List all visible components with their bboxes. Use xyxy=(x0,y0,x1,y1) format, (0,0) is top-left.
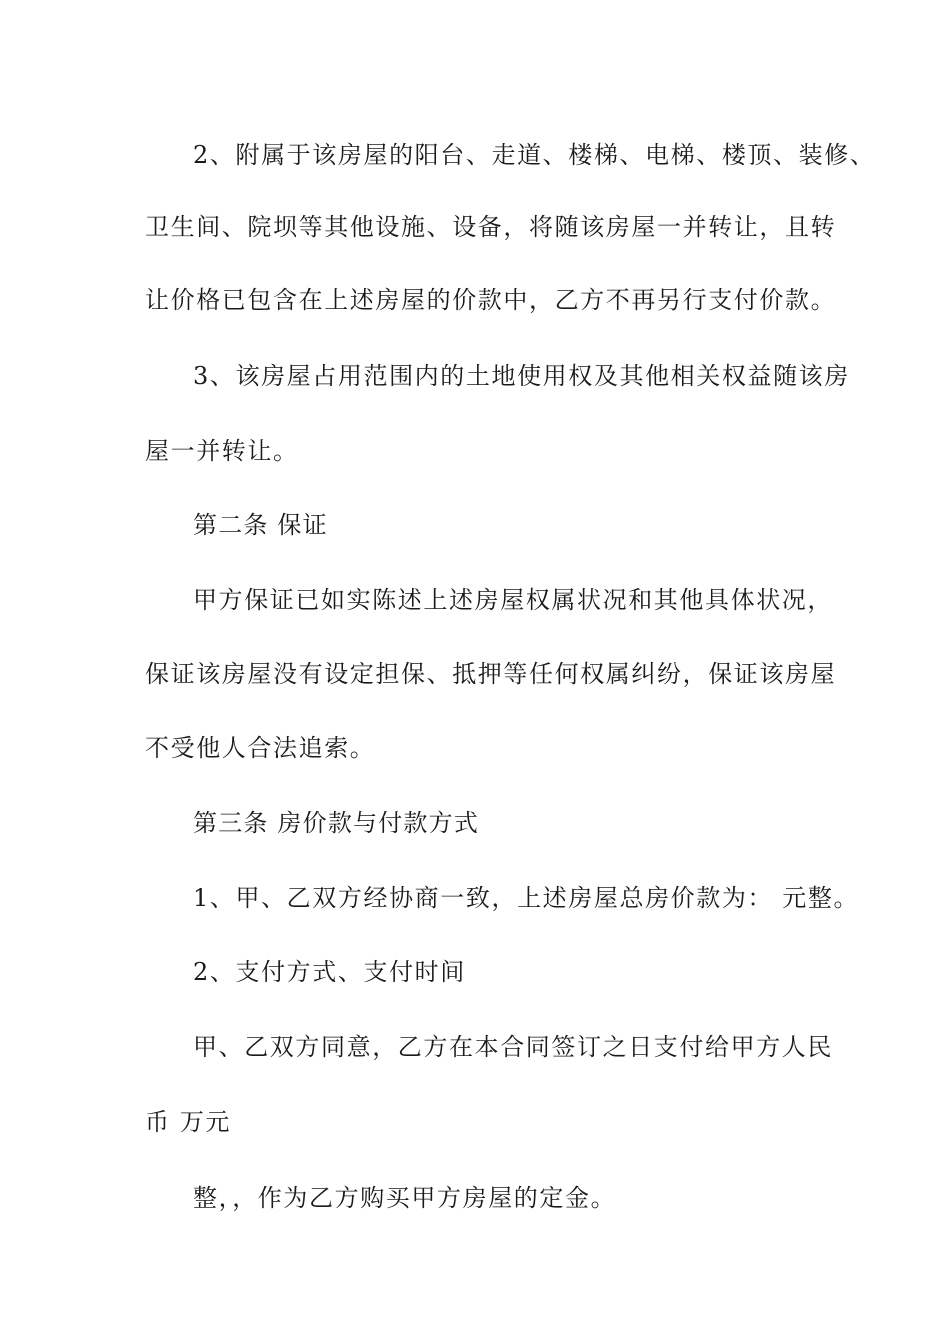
paragraph-line: 2、支付方式、支付时间 xyxy=(193,958,466,986)
paragraph-line: 让价格已包含在上述房屋的价款中，乙方不再另行支付价款。 xyxy=(145,286,837,314)
paragraph-line: 不受他人合法追索。 xyxy=(145,734,376,762)
paragraph-line: 甲、乙双方同意，乙方在本合同签订之日支付给甲方人民 xyxy=(193,1033,833,1061)
paragraph-line: 3、该房屋占用范围内的土地使用权及其他相关权益随该房 xyxy=(193,362,850,390)
paragraph-line: 1、甲、乙双方经协商一致，上述房屋总房价款为： 元整。 xyxy=(193,884,860,912)
paragraph-line: 2、附属于该房屋的阳台、走道、楼梯、电梯、楼顶、装修、 xyxy=(193,141,876,169)
paragraph-line: 整，，作为乙方购买甲方房屋的定金。 xyxy=(193,1184,617,1212)
paragraph-line: 保证该房屋没有设定担保、抵押等任何权属纠纷，保证该房屋 xyxy=(145,660,837,688)
paragraph-line: 卫生间、院坝等其他设施、设备，将随该房屋一并转让，且转 xyxy=(145,213,837,241)
paragraph-line: 屋一并转让。 xyxy=(145,437,299,465)
section-heading: 第三条 房价款与付款方式 xyxy=(193,809,480,837)
section-heading: 第二条 保证 xyxy=(193,511,328,539)
paragraph-line: 甲方保证已如实陈述上述房屋权属状况和其他具体状况， xyxy=(193,586,833,614)
paragraph-line: 币 万元 xyxy=(145,1108,232,1136)
